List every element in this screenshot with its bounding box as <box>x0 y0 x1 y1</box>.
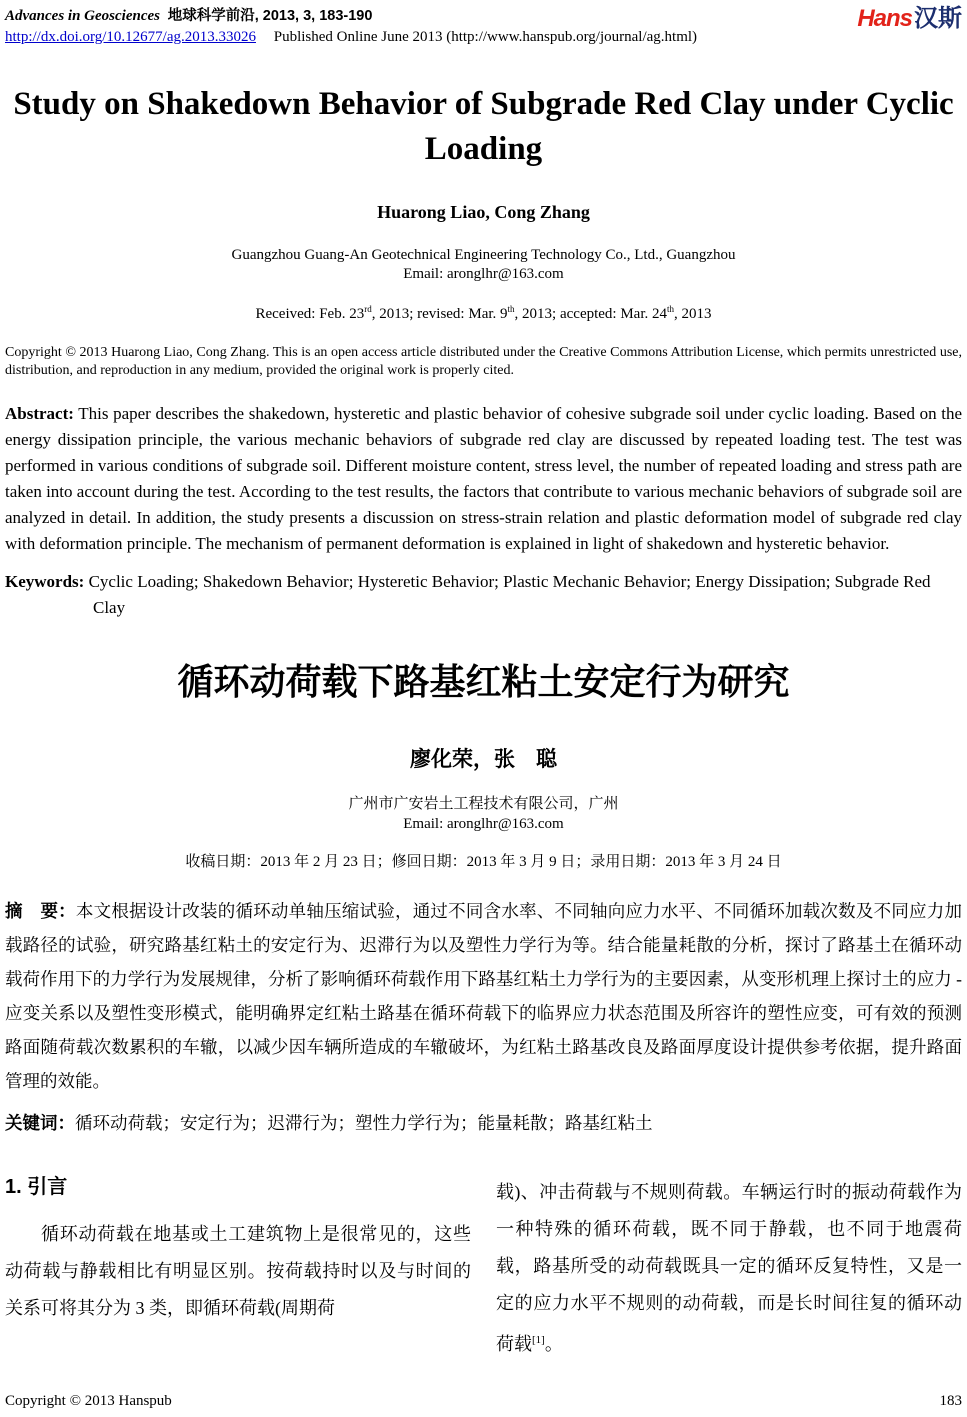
journal-header <box>5 6 962 48</box>
received-part: , 2013; revised: Mar. 9 <box>371 306 508 322</box>
intro-section <box>5 1174 962 1363</box>
authors-cn: 廖化荣，张 聪 <box>410 747 557 771</box>
dates-cn: 收稿日期：2013 年 2 月 23 日；修回日期：2013 年 3 月 9 日；录用日期：2013 年 3 月 24 日 <box>185 854 782 870</box>
journal-title-line <box>5 6 697 27</box>
received-part: Received: Feb. 23 <box>255 306 365 322</box>
keywords-en <box>5 569 962 621</box>
abstract-text: This paper describes the shakedown, hysteretic and plastic behavior of cohesive subgrade soil under cyclic loading. Based on the energy dissipation principle, the various mechanic behaviors of subgrade red clay are discussed by repeated loading test. The test was performed in various conditions of subgrade soil. Different moisture content, stress level, the number of repeated loading and stress path are taken into account during the test. According to the test results, the factors that contribute to various mechanic behaviors of subgrade soil are analyzed in detail. In addition, the study presents a discussion on stress-strain relation and plastic deformation model of subgrade red clay with deformation principle. The mechanism of permanent deformation is explained in light of shakedown and hysteretic behavior. <box>5 404 962 553</box>
intro-right-paragraph <box>496 1174 962 1363</box>
received-part: , 2013 <box>674 306 712 322</box>
received-dates <box>5 300 962 324</box>
cn-abstract-text: 本文根据设计改装的循环动单轴压缩试验，通过不同含水率、不同轴向应力水平、不同循环加载次数及不同应力加载路径的试验，研究路基红粘土的安定行为、迟滞行为以及塑性力学行为等。结合能量耗散的分析，探讨了路基土在循环动载荷作用下的力学行为发展规律，分析了影响循环荷载作用下路基红粘土力学行为的主要因素，从变形机理上探讨土的应力 - 应变关系以及塑性变形模式，能明确界定红粘土路基在循环荷载下的临界应力状态范围及所容许的塑性应变，可有效的预测路面随荷载次数累积的车辙，以减少因车辆所造成的车辙破坏，为红粘土路基改良及路面厚度设计提供参考依据，提升路面管理的效能。 <box>5 901 962 1091</box>
ordinal-superscript: rd <box>364 304 372 314</box>
paper-title-en: Study on Shakedown Behavior of Subgrade Red Clay under Cyclic Loading <box>13 86 954 167</box>
published-online-text: Published Online June 2013 (http://www.hanspub.org/journal/ag.html) <box>273 29 698 45</box>
journal-header-left <box>5 6 697 48</box>
doi-line <box>5 27 697 48</box>
journal-title: Advances in Geosciences <box>5 8 160 24</box>
hans-logo-latin: Hans <box>857 5 912 32</box>
page-footer <box>5 1392 962 1411</box>
ref-1-superscript: [1] <box>532 1334 545 1346</box>
paper-title-cn: 循环动荷载下路基红粘土安定行为研究 <box>177 661 790 702</box>
intro-left-column <box>5 1174 471 1363</box>
keywords-cn <box>5 1106 962 1140</box>
affiliation-en: Guangzhou Guang-An Geotechnical Engineering Technology Co., Ltd., Guangzhou <box>231 247 736 263</box>
cn-keywords-label: 关键词： <box>5 1113 75 1133</box>
hans-logo-cn: 汉斯 <box>914 5 962 32</box>
journal-cn-issue: 地球科学前沿, 2013, 3, 183-190 <box>167 8 373 24</box>
authors-en: Huarong Liao, Cong Zhang <box>377 202 590 222</box>
footer-page-number: 183 <box>939 1393 962 1409</box>
abstract-cn <box>5 894 962 1098</box>
intro-right-column <box>496 1174 962 1363</box>
intro-left-paragraph: 循环动荷载在地基或土工建筑物上是很常见的，这些动荷载与静载相比有明显区别。按荷载持时以及与时间的关系可将其分为 3 类，即循环荷载(周期荷 <box>5 1224 471 1318</box>
keywords-text: Cyclic Loading; Shakedown Behavior; Hysteretic Behavior; Plastic Mechanic Behavior; Energy Dissipation; Subgrade Red Clay <box>88 572 931 617</box>
affiliation-cn: 广州市广安岩土工程技术有限公司，广州 <box>348 796 619 812</box>
doi-link[interactable]: http://dx.doi.org/10.12677/ag.2013.33026 <box>5 29 256 45</box>
hans-logo <box>857 6 962 32</box>
cn-abstract-label: 摘 要： <box>5 901 76 921</box>
license-text: Copyright © 2013 Huarong Liao, Cong Zhang. This is an open access article distributed under the Creative Commons Attribution License, which permits unrestricted use, distribution, and reproduction in any medium, provided the original work is properly cited. <box>5 345 962 378</box>
ordinal-superscript: th <box>507 304 515 314</box>
intro-right-text: 载)、冲击荷载与不规则荷载。车辆运行时的振动荷载作为一种特殊的循环荷载，既不同于静载，也不同于地震荷载，路基所受的动荷载既具一定的循环反复特性，又是一定的应力水平不规则的动荷载，而是长时间往复的循环动荷载 <box>496 1182 962 1354</box>
ordinal-superscript: th <box>667 304 675 314</box>
intro-right-end: 。 <box>544 1334 563 1354</box>
abstract-label: Abstract: <box>5 404 74 423</box>
section-1-heading: 1. 引言 <box>5 1176 68 1198</box>
keywords-label: Keywords: <box>5 572 85 591</box>
email-en: Email: aronglhr@163.com <box>403 266 564 282</box>
received-part: , 2013; accepted: Mar. 24 <box>514 306 668 322</box>
email-cn: Email: aronglhr@163.com <box>403 816 564 832</box>
footer-copyright: Copyright © 2013 Hanspub <box>5 1393 172 1409</box>
cn-keywords-text: 循环动荷载；安定行为；迟滞行为；塑性力学行为；能量耗散；路基红粘土 <box>75 1113 653 1133</box>
abstract-en <box>5 401 962 557</box>
